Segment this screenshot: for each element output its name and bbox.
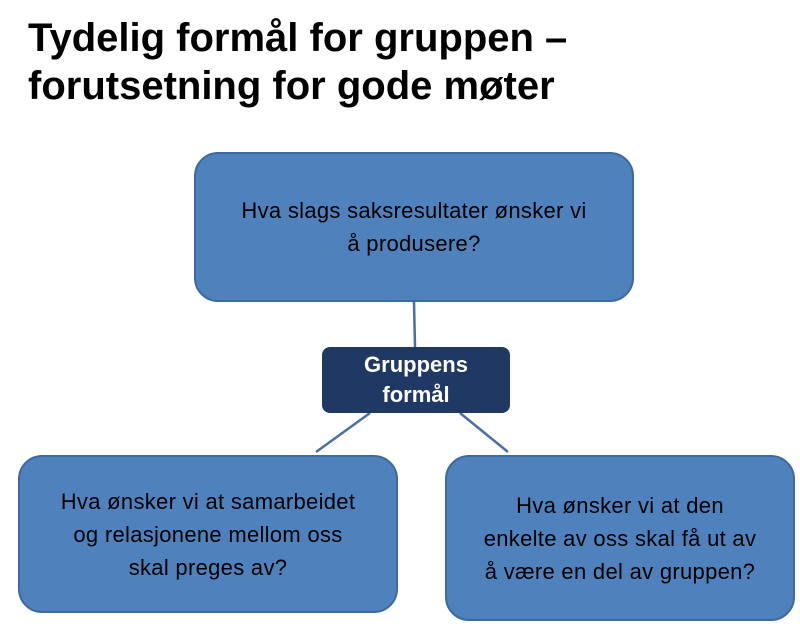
node-left-line-2: og relasjonene mellom oss bbox=[73, 521, 343, 547]
node-left-question bbox=[18, 455, 398, 613]
node-top-line-1: Hva slags saksresultater ønsker vi bbox=[241, 198, 587, 223]
node-right-question bbox=[445, 455, 795, 621]
node-left-line-1: Hva ønsker vi at samarbeidet bbox=[60, 488, 356, 514]
center-node-line-1: Gruppens bbox=[364, 352, 468, 377]
node-right-line-2: enkelte av oss skal få ut av bbox=[483, 525, 757, 551]
connector-left bbox=[316, 413, 370, 452]
node-right-line-1: Hva ønsker vi at den bbox=[516, 492, 724, 518]
connector-top bbox=[414, 302, 415, 347]
center-node-line-2: formål bbox=[382, 382, 450, 407]
slide-title-line-1: Tydelig formål for gruppen – bbox=[28, 16, 568, 60]
node-left-line-3: skal preges av? bbox=[128, 554, 288, 580]
node-right-line-3: å være en del av gruppen? bbox=[484, 558, 756, 584]
node-top-question bbox=[194, 152, 634, 302]
slide-title-line-2: forutsetning for gode møter bbox=[28, 64, 555, 108]
connector-right bbox=[460, 413, 508, 452]
node-top-line-2: å produsere? bbox=[347, 231, 481, 256]
center-node-purpose bbox=[322, 347, 510, 413]
